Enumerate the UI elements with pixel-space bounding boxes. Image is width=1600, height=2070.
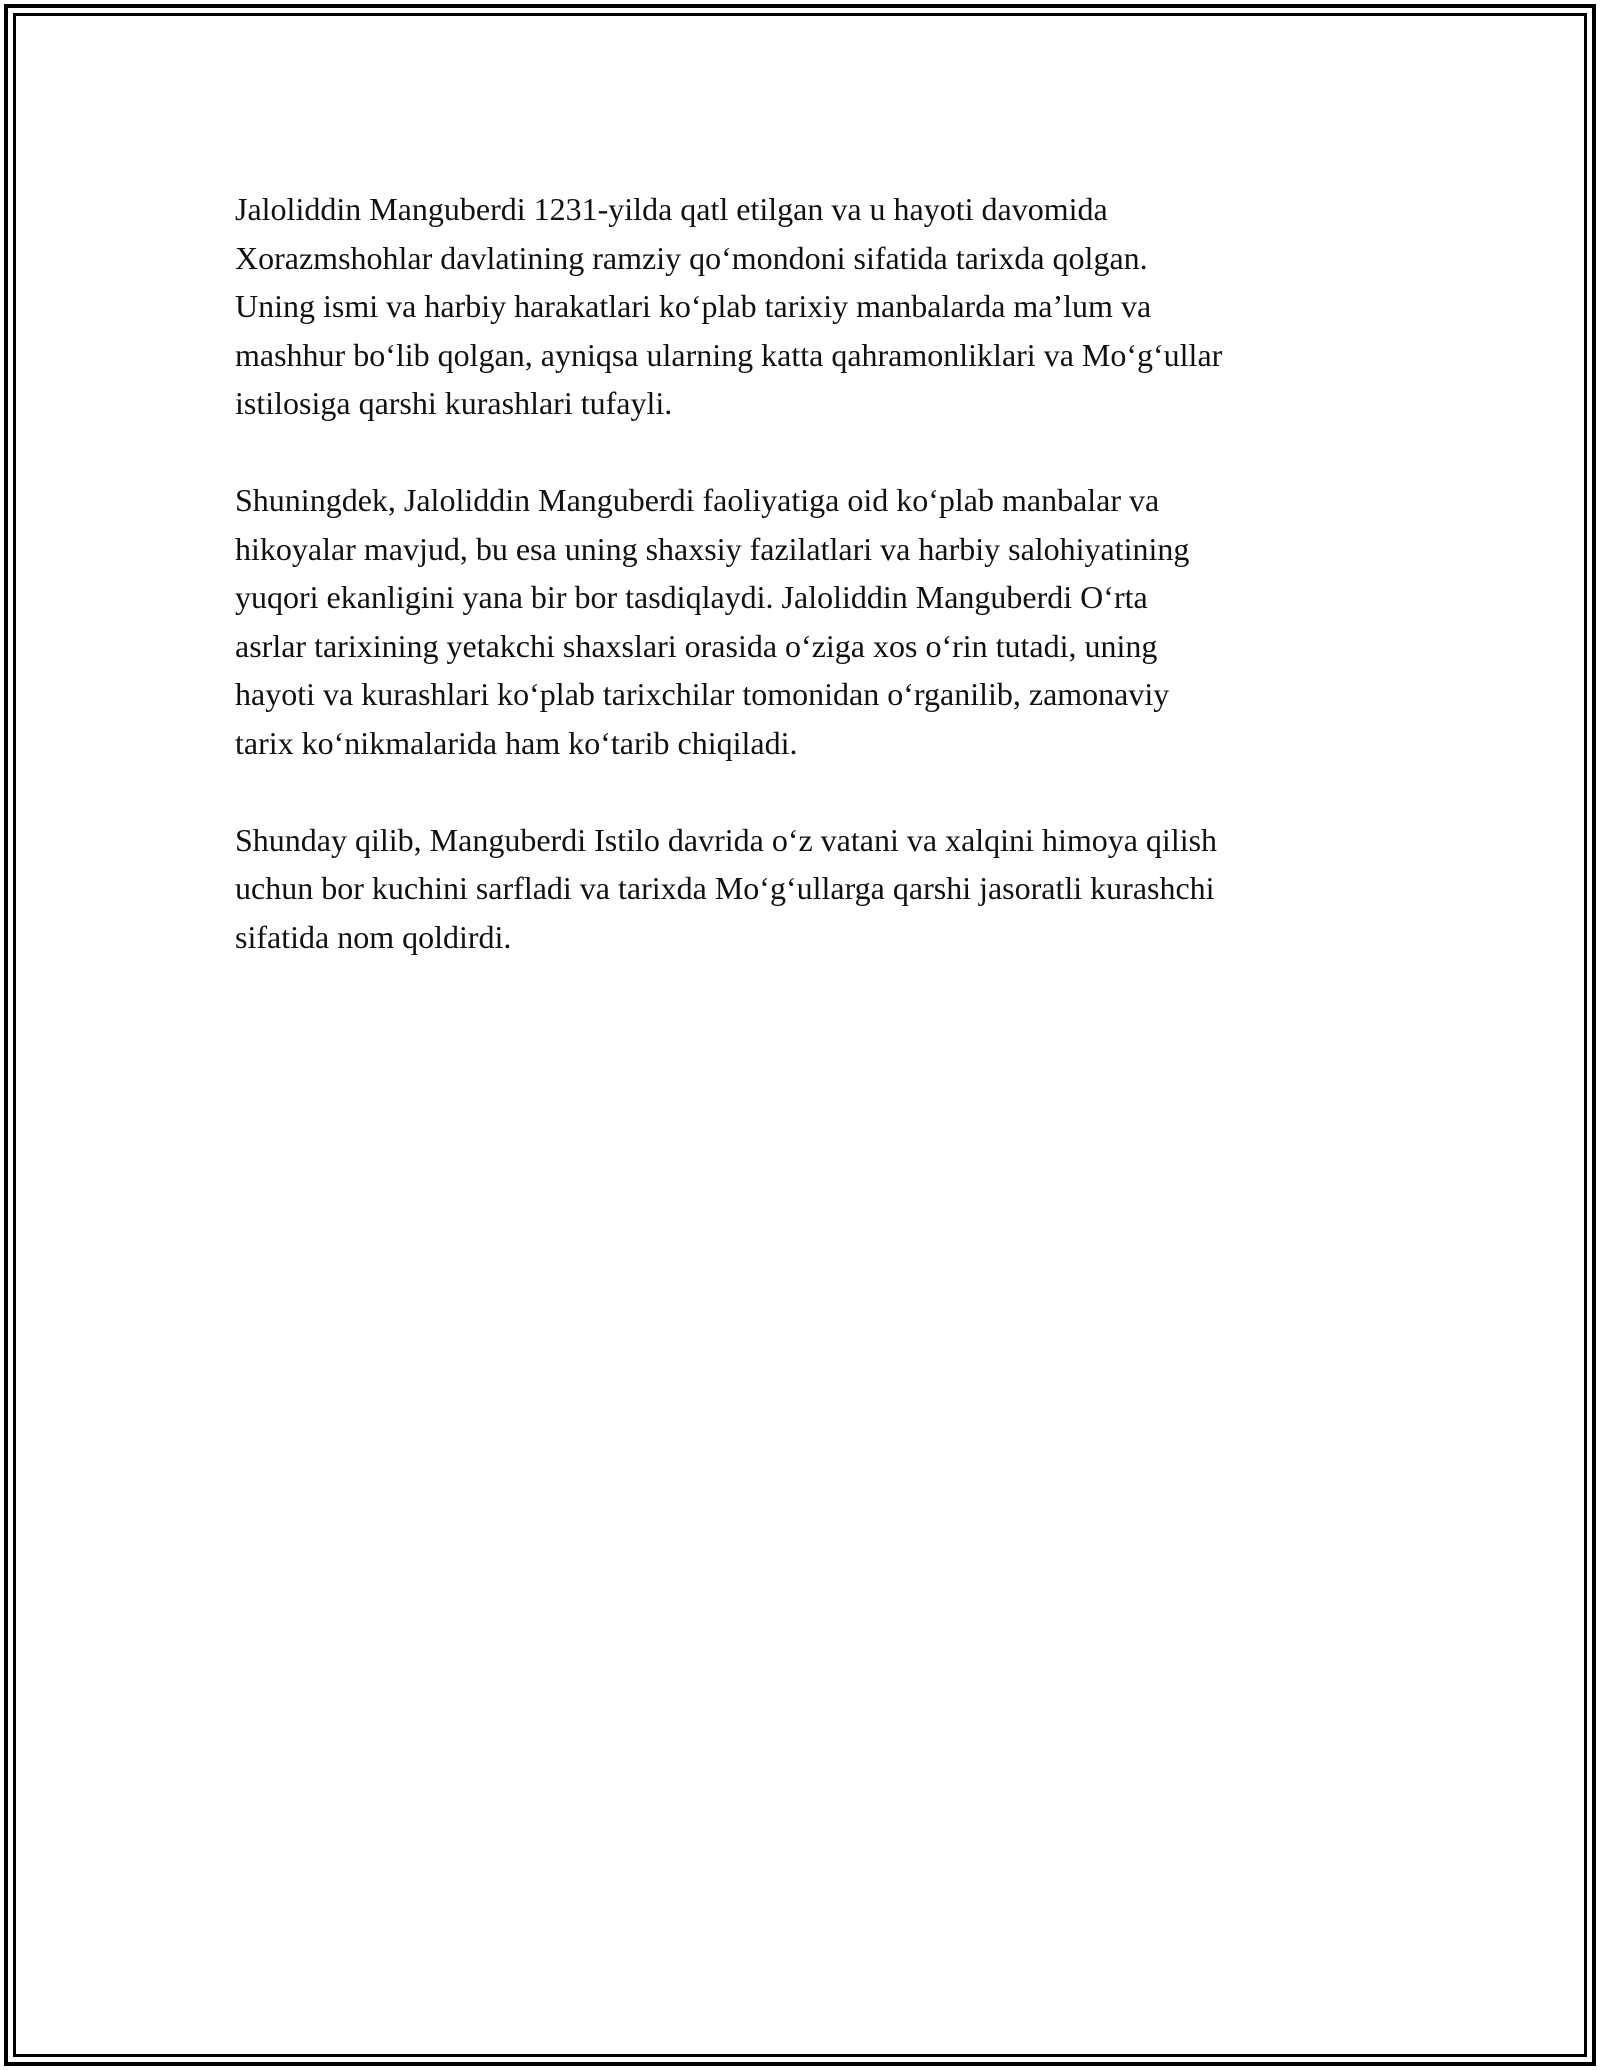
text-line: tarix ko‘nikmalarida ham ko‘tarib chiqiladi.	[235, 724, 798, 761]
text-line: hayoti va kurashlari ko‘plab tarixchilar tomonidan o‘rganilib, zamonaviy	[235, 676, 1170, 712]
text-line: mashhur bo‘lib qolgan, ayniqsa ularning katta qahramonliklari va Mo‘g‘ullar	[235, 336, 1223, 373]
text-line: istilosiga qarshi kurashlari tufayli.	[235, 385, 673, 421]
text-line: asrlar tarixining yetakchi shaxslari orasida o‘ziga xos o‘rin tutadi, uning	[235, 627, 1158, 664]
text-line: uchun bor kuchini sarfladi va tarixda Mo‘g‘ullarga qarshi jasoratli kurashchi	[235, 870, 1215, 906]
text-line: Uning ismi va harbiy harakatlari ko‘plab tarixiy manbalarda ma’lum va	[235, 288, 1152, 324]
text-line: sifatida nom qoldirdi.	[235, 918, 512, 955]
paragraph-2	[235, 476, 1385, 767]
document-body	[235, 185, 1385, 1010]
text-line: hikoyalar mavjud, bu esa uning shaxsiy fazilatlari va harbiy salohiyatining	[235, 530, 1190, 567]
text-line: Xorazmshohlar davlatining ramziy qo‘mondoni sifatida tarixda qolgan.	[235, 239, 1148, 276]
paragraph-3	[235, 816, 1385, 962]
text-line: Shuningdek, Jaloliddin Manguberdi faoliyatiga oid ko‘plab manbalar va	[235, 482, 1160, 518]
text-line: yuqori ekanligini yana bir bor tasdiqlaydi. Jaloliddin Manguberdi O‘rta	[235, 579, 1148, 615]
text-line: Jaloliddin Manguberdi 1231-yilda qatl etilgan va u hayoti davomida	[235, 191, 1108, 227]
text-line: Shunday qilib, Manguberdi Istilo davrida o‘z vatani va xalqini himoya qilish	[235, 821, 1218, 858]
paragraph-1	[235, 185, 1385, 428]
